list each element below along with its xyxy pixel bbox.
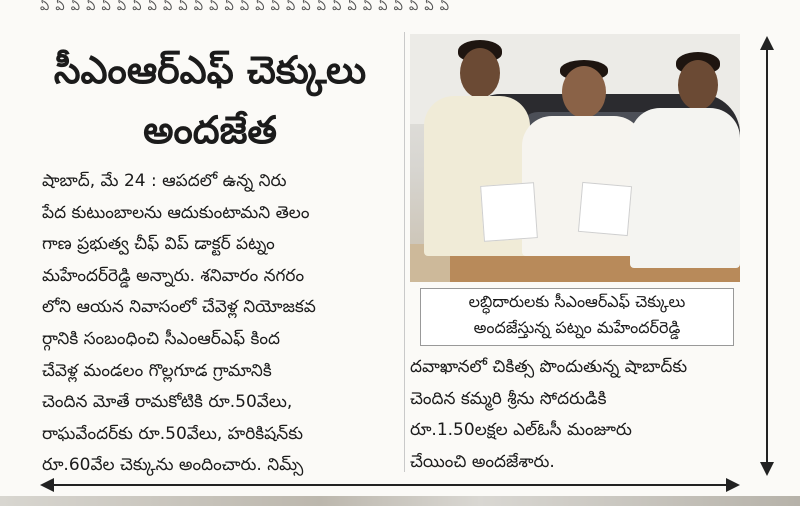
caption-line-1: లబ్ధిదారులకు సీఎంఆర్ఎఫ్ చెక్కులు [468,292,686,311]
article-line: షాబాద్, మే 24 : ఆపదలో ఉన్న నిరు [42,171,287,191]
article-line: గాణ ప్రభుత్వ చీఫ్ విప్ డాక్టర్ పట్నం [42,234,275,255]
article-line: దవాఖానలో చికిత్స పొందుతున్న షాబాద్‌కు [410,357,688,377]
cheque-paper [480,182,538,242]
photo-caption [420,288,734,346]
article-line: రాఘవేందర్‌కు రూ.50వేలు, హరికిషన్‌కు [42,423,303,444]
article-line: ర్గానికి సంబంధించి సీఎంఆర్ఎఫ్ కింద [42,328,280,349]
article-line: రూ.1.50లక్షల ఎల్ఓసీ మంజూరు [410,420,632,441]
column-divider [404,32,405,472]
article-line: లోని ఆయన నివాసంలో చేవెళ్ల నియోజకవ [42,297,316,318]
headline-line-1: సీఎంఆర్ఎఫ్ చెక్కులు [53,47,367,92]
cheque-paper [578,182,632,236]
article-line: మహేందర్‌రెడ్డి అన్నారు. శనివారం నగరం [42,265,305,286]
arrow-up-icon [760,36,774,50]
article-line: చేవెళ్ల మండలం గొల్లగూడ గ్రామానికి [42,360,272,381]
article-body-left [42,166,392,482]
headline [30,40,390,160]
headline-line-2: అందజేత [143,107,277,152]
article-line: చేయించి అందజేశారు. [410,451,555,472]
arrow-down-icon [760,462,774,476]
caption-line-2: అందజేస్తున్న పట్నం మహేందర్‌రెడ్డి [473,318,681,337]
article-body-right [410,352,740,478]
arrow-right-icon [726,478,740,492]
horizontal-measure-arrow [40,478,740,492]
next-article-fragment [0,496,800,506]
article-line: పేద కుటుంబాలను ఆదుకుంటామని తెలం [42,202,310,223]
article-line: చెందిన మోతే రామకోటికి రూ.50వేలు, [42,392,293,413]
article-line: రూ.60వేల చెక్కును అందించారు. నిమ్స్ [42,455,304,476]
article-line: చెందిన కమ్మరి శ్రీను సోదరుడికి [410,388,607,409]
news-photo [410,34,740,282]
arrow-left-icon [40,478,54,492]
vertical-measure-arrow [760,36,774,476]
previous-article-fragment: ఏ ఏ ఏ ఏ ఏ ఏ ఏ ఏ ఏ ఏ ఏ ఏ ఏ ఏ ఏ ఏ ఏ ఏ ఏ ఏ ఏ ఏ ఏ ఏ ఏ ఏ ఏ [40,0,451,14]
